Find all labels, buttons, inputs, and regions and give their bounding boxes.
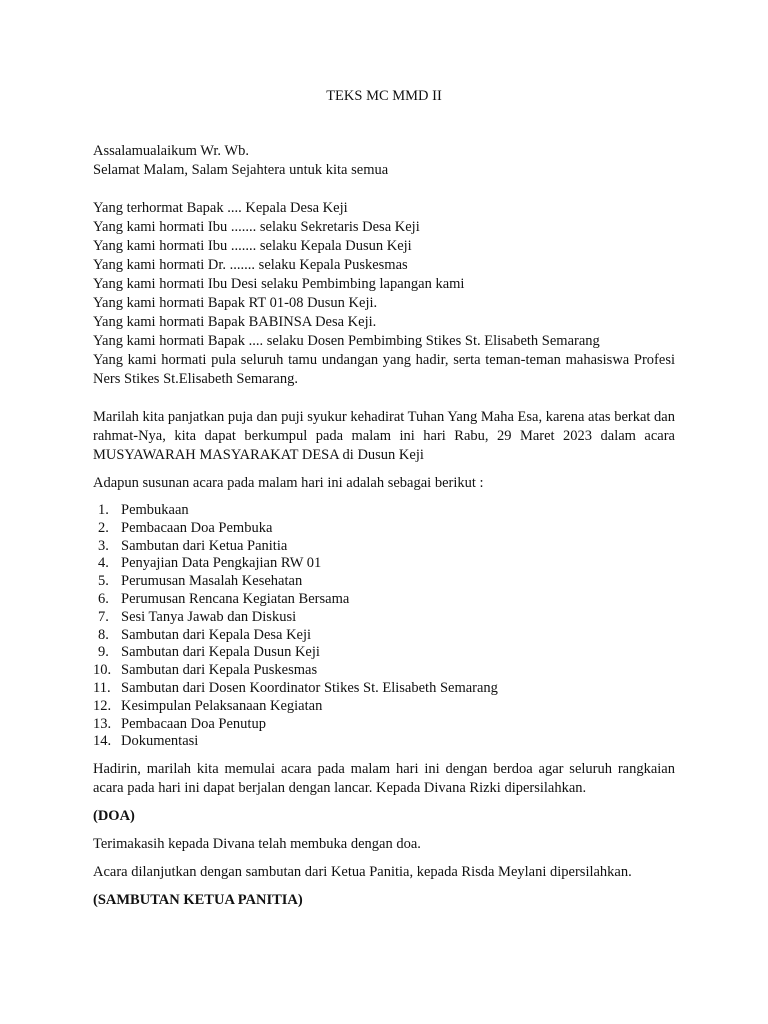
- respect-final-paragraph: Yang kami hormati pula seluruh tamu undangan yang hadir, serta teman-teman mahasiswa Profesi Ners Stikes St.Elisabeth Semarang.: [93, 352, 675, 387]
- document-body: [93, 87, 675, 910]
- agenda-item: [93, 662, 675, 680]
- respect-line: Yang kami hormati Ibu ....... selaku Sekretaris Desa Keji: [93, 219, 420, 235]
- agenda-item: [93, 627, 675, 645]
- greeting-line-salam: Assalamualaikum Wr. Wb.: [93, 143, 249, 159]
- agenda-item: [93, 520, 675, 538]
- agenda-item-text: Pembukaan: [121, 502, 189, 518]
- agenda-item-number: 1.: [98, 502, 109, 518]
- agenda-item-number: 10.: [93, 662, 112, 679]
- prayer-paragraph: Hadirin, marilah kita memulai acara pada malam hari ini dengan berdoa agar seluruh rangkaian acara pada hari ini dapat berjalan dengan lancar. Kepada Divana Rizki dipersilahkan.: [93, 761, 675, 797]
- agenda-item: [93, 538, 675, 556]
- agenda-item: [93, 502, 675, 520]
- agenda-item-number: 3.: [98, 537, 109, 554]
- agenda-item-text: Sambutan dari Ketua Panitia: [121, 537, 288, 554]
- agenda-item: [93, 573, 675, 591]
- sambutan-heading: (SAMBUTAN KETUA PANITIA): [93, 892, 303, 909]
- agenda-item: [93, 591, 675, 609]
- respect-line: Yang kami hormati Bapak BABINSA Desa Keji.: [93, 314, 377, 330]
- agenda-item-text: Penyajian Data Pengkajian RW 01: [121, 555, 322, 572]
- document-title: TEKS MC MMD II: [326, 88, 442, 104]
- agenda-item-number: 6.: [98, 590, 109, 607]
- respects-block: [93, 199, 675, 389]
- agenda-list: [93, 502, 675, 751]
- agenda-item: [93, 698, 675, 716]
- respect-line: Yang kami hormati Ibu Desi selaku Pembimbing lapangan kami: [93, 276, 465, 292]
- agenda-item-number: 4.: [98, 555, 109, 572]
- greeting-line-selamat-malam: Selamat Malam, Salam Sejahtera untuk kita semua: [93, 162, 389, 178]
- agenda-item-text: Dokumentasi: [121, 733, 199, 750]
- agenda-item: [93, 609, 675, 627]
- greeting-block: [93, 142, 675, 180]
- agenda-item: [93, 644, 675, 662]
- agenda-item: [93, 716, 675, 734]
- agenda-item-text: Kesimpulan Pelaksanaan Kegiatan: [121, 697, 323, 714]
- agenda-item: [93, 733, 675, 751]
- agenda-intro: Adapun susunan acara pada malam hari ini adalah sebagai berikut :: [93, 475, 484, 491]
- agenda-item-number: 8.: [98, 626, 109, 643]
- agenda-item-text: Sambutan dari Kepala Desa Keji: [121, 626, 312, 643]
- agenda-item-text: Perumusan Masalah Kesehatan: [121, 573, 303, 590]
- respect-line: Yang kami hormati Dr. ....... selaku Kepala Puskesmas: [93, 257, 408, 273]
- agenda-item: [93, 555, 675, 573]
- thanks-line: Terimakasih kepada Divana telah membuka dengan doa.: [93, 836, 421, 853]
- agenda-item-number: 5.: [98, 573, 109, 590]
- respect-line: Yang kami hormati Bapak RT 01-08 Dusun Keji.: [93, 295, 378, 311]
- agenda-item-number: 12.: [93, 697, 112, 714]
- continue-line: Acara dilanjutkan dengan sambutan dari Ketua Panitia, kepada Risda Meylani dipersilahkan.: [93, 864, 632, 881]
- agenda-item-number: 14.: [93, 733, 112, 750]
- agenda-item-number: 2.: [98, 519, 109, 536]
- doa-heading: (DOA): [93, 808, 135, 825]
- agenda-item-number: 7.: [98, 608, 109, 625]
- agenda-item-text: Sambutan dari Dosen Koordinator Stikes St. Elisabeth Semarang: [121, 679, 498, 696]
- respect-line: Yang kami hormati Ibu ....... selaku Kepala Dusun Keji: [93, 238, 412, 254]
- opening-paragraph: Marilah kita panjatkan puja dan puji syukur kehadirat Tuhan Yang Maha Esa, karena atas berkat dan rahmat-Nya, kita dapat berkumpul pada malam ini hari Rabu, 29 Maret 2023 dalam acara MUSYAWARAH MASYARAKAT DESA di Dusun Keji: [93, 409, 675, 463]
- agenda-item-number: 13.: [93, 715, 112, 732]
- agenda-item-text: Sambutan dari Kepala Dusun Keji: [121, 644, 320, 661]
- respect-line: Yang terhormat Bapak .... Kepala Desa Keji: [93, 200, 348, 216]
- agenda-item-text: Sambutan dari Kepala Puskesmas: [121, 662, 318, 679]
- agenda-item-text: Pembacaan Doa Pembuka: [121, 519, 273, 536]
- agenda-item-number: 11.: [93, 679, 111, 696]
- agenda-item-number: 9.: [98, 644, 109, 661]
- respect-line: Yang kami hormati Bapak .... selaku Dosen Pembimbing Stikes St. Elisabeth Semarang: [93, 333, 600, 349]
- agenda-item-text: Perumusan Rencana Kegiatan Bersama: [121, 590, 350, 607]
- agenda-item: [93, 680, 675, 698]
- agenda-item-text: Sesi Tanya Jawab dan Diskusi: [121, 608, 297, 625]
- agenda-item-text: Pembacaan Doa Penutup: [121, 715, 266, 732]
- spacer: [93, 180, 675, 199]
